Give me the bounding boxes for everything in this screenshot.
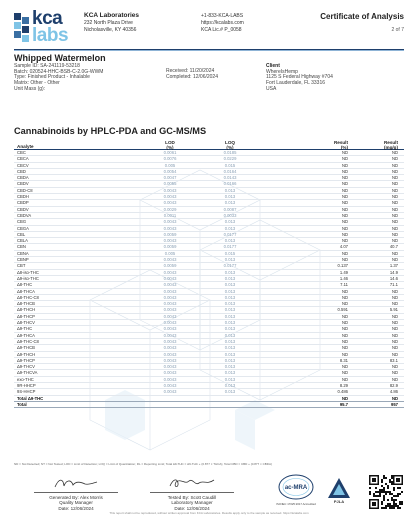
cell-analyte: Δ9-THCP xyxy=(17,357,35,363)
cell-analyte: CBGA xyxy=(17,225,29,231)
cell-result-mg: ND xyxy=(391,238,398,244)
cell-loq: 0.013 xyxy=(224,357,236,363)
cell-lod: 0.0043 xyxy=(163,238,177,244)
signature-scribble-icon xyxy=(167,476,217,490)
cell-result-mg: 14.6 xyxy=(389,275,398,281)
cell-result-mg: ND xyxy=(391,219,398,225)
cell-analyte: Δ8-THCH xyxy=(17,307,36,313)
cell-analyte: Δ9-THCH xyxy=(17,351,36,357)
cell-loq: 0.013 xyxy=(224,338,236,344)
cell-result-pct: ND xyxy=(341,181,348,187)
cell-result-mg: 40.7 xyxy=(389,244,398,250)
company-name: KCA Laboratories xyxy=(84,12,140,19)
cell-result-mg: ND xyxy=(391,206,398,212)
seal-text: ISO/IEC 17025:2017 Accredited xyxy=(276,502,316,506)
cell-lod: 0.0043 xyxy=(163,376,177,382)
cell-analyte: CBDV xyxy=(17,181,29,187)
cell-result-pct: ND xyxy=(341,231,348,237)
company-info xyxy=(84,13,139,33)
cell-analyte: Δ9-THCV xyxy=(17,364,35,370)
cell-analyte: CBD-C8 xyxy=(17,187,33,193)
cell-result-mg: 83.1 xyxy=(389,357,398,363)
cell-lod: 0.0043 xyxy=(163,282,177,288)
cell-analyte: CBDVA xyxy=(17,212,32,218)
completed-date: Completed: 12/06/2024 xyxy=(166,73,218,80)
cell-analyte: CBD xyxy=(17,168,26,174)
cell-lod: 0.0043 xyxy=(163,275,177,281)
cell-result-pct: ND xyxy=(341,326,348,332)
sample-meta xyxy=(14,64,103,93)
cell-lod: 0.0043 xyxy=(163,288,177,294)
signature-tested-by xyxy=(150,476,234,511)
cell-analyte: CBNA xyxy=(17,250,29,256)
cell-loq: 0.013 xyxy=(224,269,236,275)
cell-lod: 0.0043 xyxy=(163,338,177,344)
cell-loq: 0.013 xyxy=(224,332,236,338)
cell-loq: 0.013 xyxy=(224,225,236,231)
cell-analyte: Δ9-iso-THC xyxy=(17,275,39,281)
cell-analyte: CBN xyxy=(17,244,26,250)
cell-result-pct: ND xyxy=(341,370,348,376)
cell-result-mg: ND xyxy=(391,250,398,256)
cell-lod: 0.0043 xyxy=(163,225,177,231)
cell-result-mg: ND xyxy=(391,376,398,382)
cell-result-pct: 8.29 xyxy=(339,382,348,388)
cell-lod: 0.0029 xyxy=(163,206,177,212)
cell-analyte: 9S-HHCP xyxy=(17,389,36,395)
generated-date: Date: 12/06/2024 xyxy=(58,505,94,511)
cell-result-pct: ND xyxy=(341,351,348,357)
cell-loq: 0.013 xyxy=(224,307,236,313)
cell-result-mg: ND xyxy=(391,181,398,187)
cell-result-mg: ND xyxy=(391,257,398,263)
cell-loq: 0.013 xyxy=(224,187,236,193)
cell-lod: 0.0011 xyxy=(163,212,177,218)
total-row xyxy=(14,402,404,408)
cell-lod: 0.0059 xyxy=(163,244,177,250)
cell-loq: 0.013 xyxy=(224,257,236,263)
cell-loq: 0.013 xyxy=(224,288,236,294)
cell-result-pct: ND xyxy=(341,345,348,351)
cell-result-pct: 95.7 xyxy=(339,401,348,407)
cell-lod: 0.0043 xyxy=(163,307,177,313)
cell-loq: 0.0229 xyxy=(223,156,237,162)
client-country: USA xyxy=(266,85,277,92)
cell-result-mg: ND xyxy=(391,294,398,300)
cell-result-mg: ND xyxy=(391,231,398,237)
cell-result-pct: ND xyxy=(341,338,348,344)
cell-analyte: Δ8-iso-THC xyxy=(17,269,39,275)
cell-analyte: CBDP xyxy=(17,200,29,206)
cell-analyte: CBL xyxy=(17,231,26,237)
cell-lod: 0.0043 xyxy=(163,364,177,370)
cell-lod: 0.0043 xyxy=(163,370,177,376)
cell-result-mg: ND xyxy=(391,225,398,231)
cell-lod: 0.0043 xyxy=(163,294,177,300)
cell-lod: 0.0043 xyxy=(163,332,177,338)
cell-analyte: CBNP xyxy=(17,257,29,263)
cell-analyte: CBDA xyxy=(17,175,29,181)
section-title: Cannabinoids by HPLC-PDA and GC-MS/MS xyxy=(14,126,207,136)
cell-result-mg: ND xyxy=(391,194,398,200)
tested-role: Laboratory Manager xyxy=(171,500,213,506)
cell-result-pct: ND xyxy=(341,156,348,162)
batch: Batch: 020524-HHC-BSB-C-2.0G-WWM xyxy=(14,68,104,75)
cell-result-mg: ND xyxy=(391,313,398,319)
tested-by: Tested By: Scott Caudill xyxy=(167,494,217,500)
cell-lod: 0.0059 xyxy=(163,231,177,237)
col-result-mg: Result xyxy=(383,140,398,145)
cell-analyte: Δ8-THCP xyxy=(17,313,35,319)
unit-mass: Unit Mass (g): xyxy=(14,85,46,92)
cell-loq: 0.0177 xyxy=(223,263,237,269)
page-number: 2 of 7 xyxy=(391,27,404,33)
cell-analyte: Δ9-THCA xyxy=(17,332,35,338)
col-loq: LOQ xyxy=(225,140,235,145)
cell-result-pct: ND xyxy=(341,219,348,225)
cell-lod: 0.0043 xyxy=(163,200,177,206)
cell-result-mg: ND xyxy=(391,345,398,351)
cell-loq: 0.0033 xyxy=(223,212,237,218)
cell-result-pct: ND xyxy=(341,187,348,193)
cell-result-pct: ND xyxy=(341,225,348,231)
cell-loq: 0.013 xyxy=(224,219,236,225)
cell-result-pct: ND xyxy=(341,194,348,200)
cell-result-pct: ND xyxy=(341,294,348,300)
cell-loq: 0.015 xyxy=(224,162,236,168)
cell-loq: 0.0087 xyxy=(223,206,237,212)
sample-id: Sample ID: SA-241119-53218 xyxy=(14,63,80,69)
cell-result-mg: ND xyxy=(391,288,398,294)
col-lod: LOD xyxy=(165,140,175,145)
cell-lod: 0.0043 xyxy=(163,301,177,307)
cell-loq: 0.0166 xyxy=(223,181,237,187)
cell-lod: 0.0043 xyxy=(163,320,177,326)
cell-analyte: Δ9-THC xyxy=(17,326,33,332)
website-link[interactable]: https://kcalabs.com xyxy=(201,20,244,26)
cell-result-mg: ND xyxy=(391,364,398,370)
col-result-pct-unit: (%) xyxy=(340,144,348,150)
cell-result-pct: ND xyxy=(341,332,348,338)
cell-result-mg: ND xyxy=(391,301,398,307)
col-result-pct: Result xyxy=(333,140,348,145)
table-body xyxy=(14,150,404,408)
generated-by: Generated By: Alex Morris xyxy=(49,494,103,500)
received-date: Received: 11/20/2024 xyxy=(166,68,215,74)
cannabinoid-table xyxy=(14,141,404,408)
cell-result-mg: ND xyxy=(391,370,398,376)
cell-analyte: CBCA xyxy=(17,156,29,162)
license-number: KCA Lic.# P_0058 xyxy=(201,27,242,33)
company-address-2: Nicholasville, KY 40356 xyxy=(84,26,137,33)
cell-result-mg: ND xyxy=(391,162,398,168)
cell-result-pct: 4.07 xyxy=(339,244,348,250)
pjla-logo-icon xyxy=(326,476,352,504)
cell-result-mg: ND xyxy=(391,320,398,326)
cell-result-pct: 1.46 xyxy=(339,275,348,281)
logo-mark-icon xyxy=(14,13,30,43)
cell-result-mg: 71.1 xyxy=(389,282,398,288)
sample-dates xyxy=(166,69,218,80)
cell-result-pct: ND xyxy=(341,313,348,319)
cell-result-pct: ND xyxy=(341,200,348,206)
matrix: Matrix: Other - Other xyxy=(14,80,60,87)
cell-loq: 0.013 xyxy=(224,238,236,244)
cell-analyte: Δ9-THC-C8 xyxy=(17,338,39,344)
cell-analyte: Δ8-THCA xyxy=(17,288,35,294)
cell-result-mg: ND xyxy=(391,150,398,155)
cell-lod: 0.0076 xyxy=(163,156,177,162)
cell-lod: 0.0043 xyxy=(163,389,177,395)
cell-lod: 0.0043 xyxy=(163,187,177,193)
client-name: WhereIsHemp xyxy=(266,68,298,75)
company-address-1: 232 North Plaza Drive xyxy=(84,20,133,27)
cell-result-mg: ND xyxy=(391,395,398,401)
cell-loq: 0.013 xyxy=(224,194,236,200)
cell-analyte: Δ8-THC-C8 xyxy=(17,294,39,300)
cell-analyte: Δ8-THC xyxy=(17,282,33,288)
cell-loq: 0.015 xyxy=(224,250,236,256)
cell-lod: 0.0043 xyxy=(163,194,177,200)
doc-title: Certificate of Analysis xyxy=(320,12,404,21)
cell-result-pct: ND xyxy=(341,376,348,382)
cell-analyte: 9R-HHCP xyxy=(17,382,36,388)
cell-result-mg: 14.9 xyxy=(389,269,398,275)
tested-date: Date: 12/06/2024 xyxy=(174,505,210,511)
cell-lod: 0.0043 xyxy=(163,351,177,357)
cell-result-mg: ND xyxy=(391,187,398,193)
contact-info xyxy=(201,13,244,34)
cell-loq: 0.013 xyxy=(224,345,236,351)
cell-result-pct: ND xyxy=(341,238,348,244)
cell-loq: 0.013 xyxy=(224,301,236,307)
cell-loq: 0.013 xyxy=(224,389,236,395)
client-address-2: Fort Lauderdale, FL 33316 xyxy=(266,80,326,87)
cell-result-mg: ND xyxy=(391,212,398,218)
cell-loq: 0.013 xyxy=(224,275,236,281)
cell-lod: 0.0043 xyxy=(163,269,177,275)
cell-loq: 0.0143 xyxy=(223,175,237,181)
cell-lod: 0.0043 xyxy=(163,345,177,351)
cell-result-pct: ND xyxy=(341,175,348,181)
cell-result-pct: ND xyxy=(341,257,348,263)
table-header xyxy=(14,141,404,150)
cell-loq: 0.013 xyxy=(224,294,236,300)
cell-lod: 0.0043 xyxy=(163,257,177,263)
cell-result-pct: ND xyxy=(341,364,348,370)
signature-line xyxy=(34,492,118,493)
report-header xyxy=(14,10,404,50)
cell-analyte: Total xyxy=(17,401,27,407)
cell-analyte: CBDV xyxy=(17,206,29,212)
cell-result-mg: ND xyxy=(391,338,398,344)
disclaimer: This report shall not be reproduced, without written approval from KCA Laboratories. Results apply only to the sample as received. https://kcalabs.com xyxy=(109,511,309,515)
cell-loq: 0.013 xyxy=(224,376,236,382)
cell-lod: 0.005 xyxy=(164,250,176,256)
col-result-mg-unit: (mg/g) xyxy=(383,144,398,150)
cell-lod: 0.0054 xyxy=(163,168,177,174)
logo-labs-text: labs xyxy=(32,25,69,46)
cell-loq: 0.0164 xyxy=(223,168,237,174)
cell-loq: 0.013 xyxy=(224,282,236,288)
header-divider-light xyxy=(14,50,404,51)
cell-result-mg: ND xyxy=(391,168,398,174)
cell-result-pct: 0.137 xyxy=(337,263,348,269)
cell-result-mg: ND xyxy=(391,175,398,181)
cell-lod: 0.0043 xyxy=(163,313,177,319)
cell-result-pct: ND xyxy=(341,250,348,256)
cell-lod: 0.005 xyxy=(164,162,176,168)
cell-result-pct: ND xyxy=(341,212,348,218)
col-lod-unit: (%) xyxy=(166,144,174,150)
cell-lod: 0.0059 xyxy=(163,263,177,269)
phone: +1-833-KCA-LABS xyxy=(201,13,244,19)
col-analyte: Analyte xyxy=(17,144,34,149)
cell-analyte: CBT xyxy=(17,263,26,269)
cell-result-mg: ND xyxy=(391,326,398,332)
cell-loq: 0.0185 xyxy=(223,150,237,155)
cell-loq: 0.013 xyxy=(224,382,236,388)
cell-result-pct: ND xyxy=(341,206,348,212)
cell-loq: 0.013 xyxy=(224,313,236,319)
cell-lod: 0.0055 xyxy=(163,181,177,187)
cell-result-mg: ND xyxy=(391,351,398,357)
cell-result-pct: 8.31 xyxy=(339,357,348,363)
cell-result-mg: 4.86 xyxy=(389,389,398,395)
cell-result-pct: ND xyxy=(341,150,348,155)
cell-loq: 0.0177 xyxy=(223,244,237,250)
footnote: ND = Not Detected; NT = Not Tested; LOD = Limit of Detection; LOQ = Limit of Quantitation; RL = Reporting Limit; Total Δ9-THC = Δ9-THC + (0.877 × THCA); Total CBD = CBD + (0.877 × CBDA) xyxy=(14,462,272,466)
cell-analyte: Total Δ9-THC xyxy=(17,395,44,401)
cell-analyte: CBC xyxy=(17,150,26,155)
generated-role: Quality Manager xyxy=(59,500,93,506)
cell-result-pct: ND xyxy=(341,301,348,307)
signature-generated-by xyxy=(34,476,118,511)
qr-code-icon[interactable] xyxy=(368,474,404,510)
cell-result-pct: ND xyxy=(341,168,348,174)
cell-analyte: Δ8-THCB xyxy=(17,301,35,307)
client-label: Client xyxy=(266,63,280,69)
cell-result-mg: 5.91 xyxy=(389,307,398,313)
cell-loq: 0.013 xyxy=(224,320,236,326)
cell-lod: 0.0043 xyxy=(163,326,177,332)
cell-analyte: exo-THC xyxy=(17,376,34,382)
col-loq-unit: (%) xyxy=(226,144,234,150)
cell-loq: 0.013 xyxy=(224,326,236,332)
cell-loq: 0.0177 xyxy=(223,231,237,237)
cell-analyte: Δ8-THCV xyxy=(17,320,35,326)
cell-analyte: CBG xyxy=(17,219,27,225)
cell-result-pct: 7.11 xyxy=(340,282,348,288)
cell-loq: 0.013 xyxy=(224,200,236,206)
cell-result-mg: ND xyxy=(391,332,398,338)
signature-line xyxy=(150,492,234,493)
cell-result-pct: ND xyxy=(341,320,348,326)
cell-analyte: CBLA xyxy=(17,238,28,244)
cell-analyte: Δ9-THCB xyxy=(17,345,35,351)
cell-analyte: Δ9-THCVA xyxy=(17,370,38,376)
cell-lod: 0.0047 xyxy=(163,175,177,181)
cell-lod: 0.0061 xyxy=(163,150,177,155)
cell-result-mg: 1.37 xyxy=(389,263,398,269)
client-info xyxy=(266,64,333,93)
cell-analyte: CBCV xyxy=(17,162,29,168)
client-address-1: 1125 S Federal Highway #704 xyxy=(266,74,333,81)
product-name: Whipped Watermelon xyxy=(14,53,106,63)
signature-scribble-icon xyxy=(51,476,101,490)
sample-type: Type: Finished Product - Inhalable xyxy=(14,74,90,81)
kca-logo xyxy=(14,10,76,48)
pjla-label: PJLA xyxy=(333,499,345,504)
cell-result-pct: 1.49 xyxy=(339,269,348,275)
cell-result-pct: ND xyxy=(341,288,348,294)
cell-loq: 0.013 xyxy=(224,370,236,376)
cell-result-mg: ND xyxy=(391,156,398,162)
cell-lod: 0.0043 xyxy=(163,382,177,388)
cell-loq: 0.013 xyxy=(224,364,236,370)
cell-loq: 0.013 xyxy=(224,351,236,357)
cell-result-mg: ND xyxy=(391,200,398,206)
cell-result-mg: 82.9 xyxy=(389,382,398,388)
cell-lod: 0.0043 xyxy=(163,357,177,363)
doc-title-block xyxy=(320,12,404,33)
cell-result-pct: 0.486 xyxy=(337,389,348,395)
cell-result-mg: 957 xyxy=(391,401,398,407)
ac-mra-seal-icon xyxy=(278,474,314,500)
cell-result-pct: ND xyxy=(341,162,348,168)
logo-kca-text: kca xyxy=(32,8,63,29)
cell-result-pct: 0.591 xyxy=(337,307,348,313)
seal-label: ac-MRA xyxy=(284,485,308,491)
cell-analyte: CBDH xyxy=(17,194,29,200)
cell-lod: 0.0043 xyxy=(163,219,177,225)
cell-result-pct: ND xyxy=(341,395,348,401)
